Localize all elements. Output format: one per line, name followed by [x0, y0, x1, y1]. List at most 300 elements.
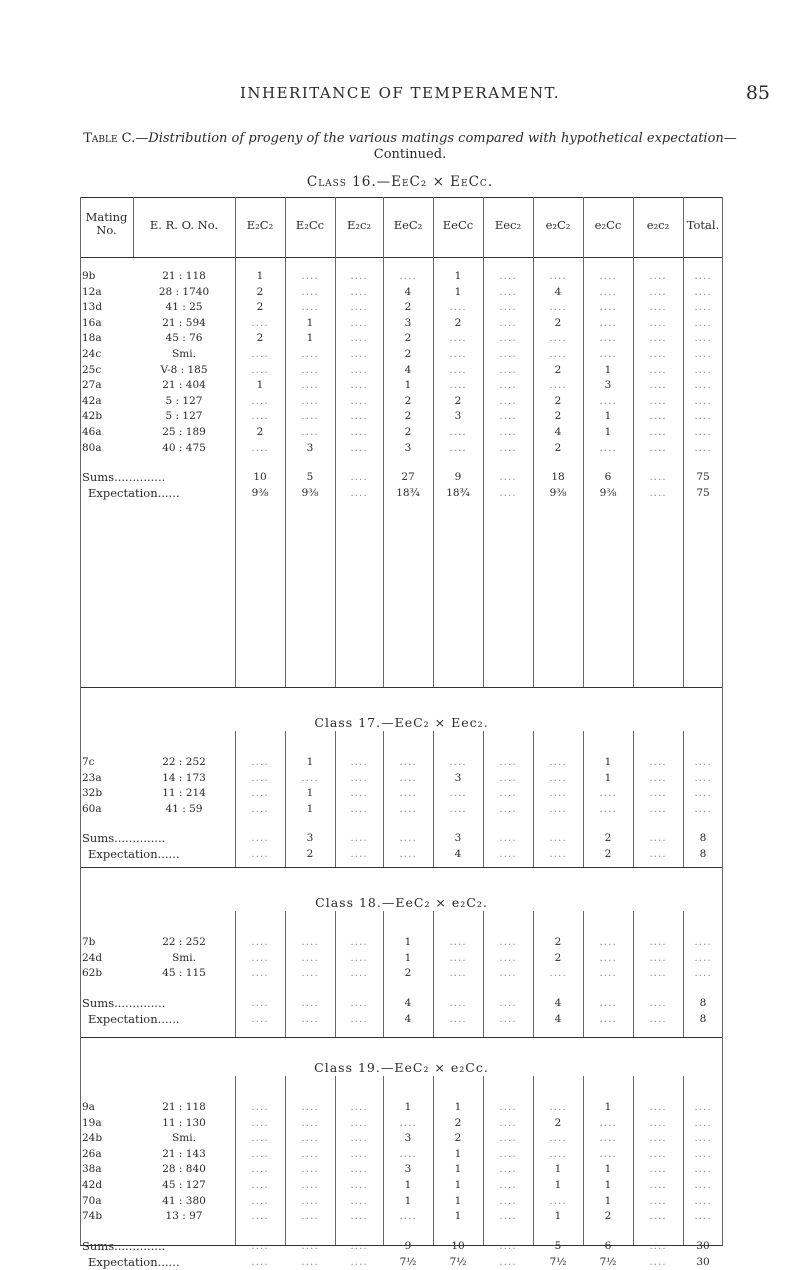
column-rule — [633, 1076, 634, 1245]
table-cell: 1 — [604, 771, 612, 784]
column-rule — [285, 911, 286, 1037]
sum-cell: .... — [350, 832, 368, 845]
sum-cell: 6 — [604, 471, 612, 484]
column-rule — [483, 197, 484, 687]
table-cell: .... — [449, 332, 467, 345]
header-column-rule — [383, 197, 384, 257]
table-cell: .... — [399, 1116, 417, 1129]
table-cell: .... — [399, 756, 417, 768]
table-cell: .... — [449, 756, 467, 768]
table-cell: .... — [301, 951, 319, 964]
ero-number: 45 : 127 — [162, 1179, 206, 1191]
table-cell: 1 — [554, 1179, 562, 1191]
expectation-cell: .... — [649, 487, 667, 500]
table-cell: 2 — [404, 426, 412, 438]
table-cell: .... — [350, 332, 368, 345]
expectation-cell: 9⅜ — [549, 487, 567, 500]
table-cell: .... — [694, 771, 712, 784]
table-cell: .... — [399, 787, 417, 800]
table-cell: .... — [350, 1116, 368, 1129]
table-cell: 1 — [306, 756, 314, 768]
header-column-rule — [433, 197, 434, 257]
column-rule — [483, 911, 484, 1037]
table-cell: .... — [301, 1194, 319, 1207]
table-cell: .... — [649, 1116, 667, 1129]
table-cell: .... — [449, 348, 467, 360]
table-cell: .... — [251, 756, 269, 768]
table-cell: 2 — [256, 285, 264, 298]
sum-cell: 18 — [551, 471, 565, 484]
sum-cell: 27 — [401, 471, 415, 484]
ero-number: 11 : 214 — [162, 787, 206, 800]
table-cell: .... — [694, 802, 712, 815]
table-cell: .... — [694, 410, 712, 423]
table-cell: .... — [694, 936, 712, 948]
table-cell: .... — [649, 787, 667, 800]
table-cell: 1 — [306, 316, 314, 329]
table-cell: .... — [549, 1194, 567, 1207]
table-cell: 1 — [454, 1147, 462, 1160]
mating-number: 42b — [82, 410, 103, 423]
table-cell: .... — [499, 270, 517, 282]
expectation-cell: 2 — [306, 848, 314, 861]
table-cell: .... — [301, 1179, 319, 1191]
ero-number: 14 : 173 — [162, 771, 206, 784]
table-cell: .... — [499, 787, 517, 800]
expectation-cell: 9⅜ — [301, 487, 319, 500]
table-cell: 2 — [604, 1210, 612, 1223]
table-cell: .... — [649, 771, 667, 784]
table-cell: 1 — [604, 426, 612, 438]
sum-cell: .... — [251, 996, 269, 1009]
table-cell: .... — [350, 1101, 368, 1113]
table-cell: .... — [350, 1210, 368, 1223]
table-cell: .... — [694, 270, 712, 282]
table-cell: .... — [301, 771, 319, 784]
table-top-rule — [80, 197, 723, 198]
expectation-cell: .... — [350, 1012, 368, 1025]
table-cell: .... — [599, 967, 617, 980]
sum-cell: .... — [649, 996, 667, 1009]
table-cell: .... — [649, 802, 667, 815]
sum-cell: .... — [350, 996, 368, 1009]
section-title: Class 18.—EeC₂ × e₂C₂. — [315, 895, 488, 910]
column-rule — [533, 731, 534, 867]
table-cell: .... — [251, 410, 269, 423]
table-cell: .... — [449, 787, 467, 800]
page-header — [0, 84, 800, 108]
table-cell: .... — [301, 1163, 319, 1176]
ero-number: 28 : 840 — [162, 1163, 206, 1176]
table-cell: .... — [499, 363, 517, 376]
table-cell: 2 — [404, 348, 412, 360]
mating-number: 32b — [82, 787, 103, 800]
table-cell: .... — [350, 1163, 368, 1176]
mating-number: 62b — [82, 967, 103, 980]
table-cell: .... — [499, 1210, 517, 1223]
mating-number: 9b — [82, 270, 96, 282]
table-cell: .... — [649, 394, 667, 407]
expectation-cell: 4 — [404, 1012, 412, 1025]
table-right-rule — [722, 197, 723, 1245]
table-cell: .... — [649, 1194, 667, 1207]
table-cell: .... — [499, 332, 517, 345]
table-cell: .... — [649, 1210, 667, 1223]
table-cell: .... — [694, 301, 712, 314]
table-cell: .... — [350, 441, 368, 454]
mating-number: 18a — [82, 332, 102, 345]
column-rule — [683, 911, 684, 1037]
table-cell: .... — [350, 771, 368, 784]
ero-number: 22 : 252 — [162, 936, 206, 948]
expectation-cell: .... — [649, 1012, 667, 1025]
table-cell: .... — [251, 951, 269, 964]
expectation-cell: 7½ — [399, 1255, 417, 1268]
expectation-cell: .... — [251, 1255, 269, 1268]
sums-label: Sums.............. — [82, 995, 166, 1010]
table-cell: .... — [694, 348, 712, 360]
table-cell: .... — [599, 1147, 617, 1160]
table-cell: 1 — [404, 379, 412, 392]
column-header: E₂Cc — [295, 218, 325, 232]
table-cell: 1 — [404, 1179, 412, 1191]
table-cell: .... — [350, 301, 368, 314]
table-cell: .... — [694, 316, 712, 329]
expectation-cell: .... — [499, 1012, 517, 1025]
table-cell: 1 — [306, 802, 314, 815]
column-rule — [633, 911, 634, 1037]
table-cell: .... — [694, 1116, 712, 1129]
table-cell: 2 — [256, 301, 264, 314]
expectation-cell: .... — [499, 848, 517, 861]
table-cell: .... — [301, 936, 319, 948]
table-cell: 1 — [256, 379, 264, 392]
table-cell: .... — [499, 1194, 517, 1207]
table-cell: 2 — [554, 951, 562, 964]
column-header: Eec₂ — [494, 218, 522, 232]
sum-cell: 75 — [696, 471, 710, 484]
mating-number: 13d — [82, 301, 103, 314]
table-cell: 1 — [404, 1194, 412, 1207]
table-cell: .... — [599, 441, 617, 454]
column-rule — [335, 197, 336, 687]
sum-cell: .... — [449, 996, 467, 1009]
table-cell: .... — [251, 1147, 269, 1160]
expectation-cell: 8 — [699, 848, 707, 861]
mating-number: 23a — [82, 771, 102, 784]
table-cell: .... — [694, 1147, 712, 1160]
table-cell: .... — [499, 951, 517, 964]
table-cell: .... — [449, 363, 467, 376]
table-cell: .... — [499, 1132, 517, 1145]
table-cell: .... — [649, 441, 667, 454]
ero-number: Smi. — [172, 1132, 196, 1145]
mating-number: 60a — [82, 802, 102, 815]
ero-number: V-8 : 185 — [160, 363, 208, 376]
table-cell: .... — [251, 1194, 269, 1207]
expectation-cell: .... — [350, 848, 368, 861]
table-cell: .... — [399, 270, 417, 282]
table-cell: .... — [449, 379, 467, 392]
sum-cell: 4 — [554, 996, 562, 1009]
expectation-cell: .... — [449, 1012, 467, 1025]
table-cell: 2 — [554, 363, 562, 376]
table-cell: 2 — [404, 967, 412, 980]
table-cell: .... — [350, 285, 368, 298]
expectation-cell: .... — [399, 848, 417, 861]
table-cell: .... — [350, 951, 368, 964]
column-rule — [383, 911, 384, 1037]
header-column-rule — [335, 197, 336, 257]
ero-number: 5 : 127 — [165, 394, 203, 407]
table-cell: .... — [301, 285, 319, 298]
column-header: EeC₂ — [393, 218, 423, 232]
table-cell: .... — [694, 756, 712, 768]
table-cell: .... — [251, 936, 269, 948]
table-cell: .... — [694, 1132, 712, 1145]
mating-number: 46a — [82, 426, 102, 438]
table-cell: .... — [649, 967, 667, 980]
column-rule — [285, 731, 286, 867]
table-cell: .... — [649, 951, 667, 964]
ero-number: 45 : 115 — [162, 967, 206, 980]
class16-title: Class 16.—EeC₂ × EeCc. — [306, 174, 494, 190]
column-header: e₂c₂ — [646, 218, 670, 232]
table-cell: .... — [599, 1116, 617, 1129]
column-header: Mating No. — [85, 210, 128, 237]
column-rule — [335, 1076, 336, 1245]
table-cell: .... — [649, 379, 667, 392]
mating-number: 24d — [82, 951, 103, 964]
ero-number: 21 : 118 — [162, 270, 206, 282]
mating-number: 80a — [82, 441, 102, 454]
ero-number: Smi. — [172, 348, 196, 360]
table-cell: .... — [649, 1179, 667, 1191]
table-cell: .... — [599, 316, 617, 329]
table-cell: .... — [549, 348, 567, 360]
table-cell: .... — [251, 1101, 269, 1113]
sum-cell: .... — [499, 996, 517, 1009]
section-title: Class 19.—EeC₂ × e₂Cc. — [314, 1060, 489, 1075]
table-cell: .... — [549, 967, 567, 980]
table-cell: 2 — [404, 394, 412, 407]
table-cell: 1 — [454, 1163, 462, 1176]
sum-cell: .... — [350, 471, 368, 484]
table-cell: .... — [649, 363, 667, 376]
table-cell: .... — [499, 1101, 517, 1113]
table-cell: 2 — [554, 441, 562, 454]
column-rule — [533, 197, 534, 687]
table-cell: .... — [694, 426, 712, 438]
column-header: Total. — [686, 218, 720, 232]
table-cell: .... — [301, 1116, 319, 1129]
table-cell: .... — [499, 802, 517, 815]
table-cell: .... — [694, 379, 712, 392]
table-cell: .... — [694, 967, 712, 980]
table-cell: .... — [251, 1163, 269, 1176]
table-cell: 2 — [554, 936, 562, 948]
table-cell: 1 — [454, 1179, 462, 1191]
table-cell: .... — [649, 316, 667, 329]
expectation-cell: .... — [499, 487, 517, 500]
expectation-label: Expectation...... — [88, 1011, 180, 1026]
table-cell: .... — [599, 301, 617, 314]
expectation-cell: 75 — [696, 487, 710, 500]
table-cell: .... — [350, 316, 368, 329]
table-cell: .... — [599, 802, 617, 815]
column-header: E₂C₂ — [246, 218, 274, 232]
table-cell: 3 — [404, 1132, 412, 1145]
table-cell: .... — [251, 1132, 269, 1145]
table-cell: .... — [449, 951, 467, 964]
table-cell: .... — [449, 936, 467, 948]
table-cell: .... — [649, 410, 667, 423]
mating-number: 19a — [82, 1116, 102, 1129]
table-caption — [60, 131, 760, 163]
section-bottom-rule — [80, 867, 723, 868]
table-cell: .... — [649, 1132, 667, 1145]
table-cell: .... — [499, 285, 517, 298]
ero-number: 13 : 97 — [165, 1210, 203, 1223]
table-cell: .... — [251, 348, 269, 360]
expectation-cell: 7½ — [449, 1255, 467, 1268]
mating-number: 27a — [82, 379, 102, 392]
progeny-table — [80, 197, 723, 1269]
table-cell: .... — [499, 936, 517, 948]
table-cell: .... — [301, 410, 319, 423]
table-cell: .... — [350, 802, 368, 815]
table-cell: .... — [549, 787, 567, 800]
expectation-cell: 30 — [696, 1255, 710, 1268]
mating-number: 7c — [82, 756, 95, 768]
sum-cell: .... — [599, 996, 617, 1009]
table-cell: .... — [649, 301, 667, 314]
mating-number: 7b — [82, 936, 96, 948]
expectation-cell: 9⅜ — [599, 487, 617, 500]
sum-cell: 8 — [699, 832, 707, 845]
mating-number: 12a — [82, 285, 102, 298]
mating-number: 74b — [82, 1210, 103, 1223]
table-cell: .... — [350, 394, 368, 407]
table-cell: 1 — [554, 1210, 562, 1223]
column-rule — [483, 1076, 484, 1245]
ero-number: 41 : 59 — [165, 802, 203, 815]
table-cell: .... — [499, 1116, 517, 1129]
table-cell: .... — [694, 394, 712, 407]
table-cell: .... — [499, 1147, 517, 1160]
table-cell: .... — [399, 1210, 417, 1223]
table-cell: 1 — [454, 270, 462, 282]
sum-cell: 10 — [253, 471, 267, 484]
ero-number: 21 : 594 — [162, 316, 206, 329]
table-cell: .... — [599, 394, 617, 407]
table-cell: 1 — [256, 270, 264, 282]
table-cell: 4 — [554, 285, 562, 298]
table-cell: .... — [350, 936, 368, 948]
table-cell: 1 — [604, 1179, 612, 1191]
expectation-cell: 2 — [604, 848, 612, 861]
sum-cell: .... — [499, 832, 517, 845]
table-cell: .... — [350, 1132, 368, 1145]
column-rule — [235, 1076, 236, 1245]
table-cell: 2 — [554, 316, 562, 329]
table-cell: .... — [599, 1132, 617, 1145]
table-cell: .... — [694, 951, 712, 964]
expectation-cell: 18¾ — [396, 487, 420, 500]
running-title: INHERITANCE OF TEMPERAMENT. — [239, 84, 561, 102]
column-rule — [235, 911, 236, 1037]
table-cell: .... — [301, 348, 319, 360]
table-cell: 1 — [306, 332, 314, 345]
sum-cell: 9 — [454, 471, 462, 484]
table-cell: .... — [399, 802, 417, 815]
table-cell: .... — [301, 301, 319, 314]
sum-cell: 4 — [404, 996, 412, 1009]
expectation-cell: .... — [301, 1255, 319, 1268]
mating-number: 26a — [82, 1147, 102, 1160]
expectation-cell: .... — [649, 848, 667, 861]
header-column-rule — [285, 197, 286, 257]
table-cell: .... — [251, 394, 269, 407]
table-cell: .... — [301, 1101, 319, 1113]
table-cell: .... — [251, 363, 269, 376]
ero-number: 21 : 404 — [162, 379, 206, 392]
table-cell: .... — [350, 379, 368, 392]
table-cell: .... — [350, 348, 368, 360]
table-cell: 3 — [454, 771, 462, 784]
table-cell: .... — [499, 301, 517, 314]
section-bottom-rule — [80, 687, 723, 688]
sum-cell: 3 — [454, 832, 462, 845]
table-cell: .... — [649, 1163, 667, 1176]
table-cell: 2 — [454, 1116, 462, 1129]
sum-cell: 2 — [604, 832, 612, 845]
section-title: Class 17.—EeC₂ × Eec₂. — [314, 715, 489, 730]
column-rule — [433, 911, 434, 1037]
sums-label: Sums.............. — [82, 470, 166, 485]
table-cell: 1 — [404, 951, 412, 964]
table-cell: .... — [549, 1101, 567, 1113]
table-cell: .... — [499, 348, 517, 360]
ero-number: 21 : 143 — [162, 1147, 206, 1160]
table-cell: .... — [694, 787, 712, 800]
table-cell: .... — [301, 426, 319, 438]
table-cell: .... — [599, 332, 617, 345]
column-rule — [285, 197, 286, 687]
ero-number: 11 : 130 — [162, 1116, 206, 1129]
table-cell: 1 — [554, 1163, 562, 1176]
table-cell: .... — [599, 951, 617, 964]
column-rule — [383, 731, 384, 867]
expectation-cell: .... — [350, 1255, 368, 1268]
table-cell: .... — [499, 441, 517, 454]
column-rule — [583, 911, 584, 1037]
expectation-cell: 18¾ — [446, 487, 470, 500]
sum-cell: .... — [499, 471, 517, 484]
table-cell: 4 — [554, 426, 562, 438]
table-cell: .... — [251, 316, 269, 329]
caption-prefix: Table C.— — [83, 131, 149, 146]
table-cell: .... — [694, 1194, 712, 1207]
expectation-cell: .... — [350, 487, 368, 500]
column-rule — [583, 731, 584, 867]
table-cell: .... — [301, 1210, 319, 1223]
table-cell: .... — [599, 787, 617, 800]
table-cell: .... — [649, 270, 667, 282]
table-cell: 1 — [604, 1194, 612, 1207]
column-rule — [335, 731, 336, 867]
table-cell: .... — [649, 1147, 667, 1160]
